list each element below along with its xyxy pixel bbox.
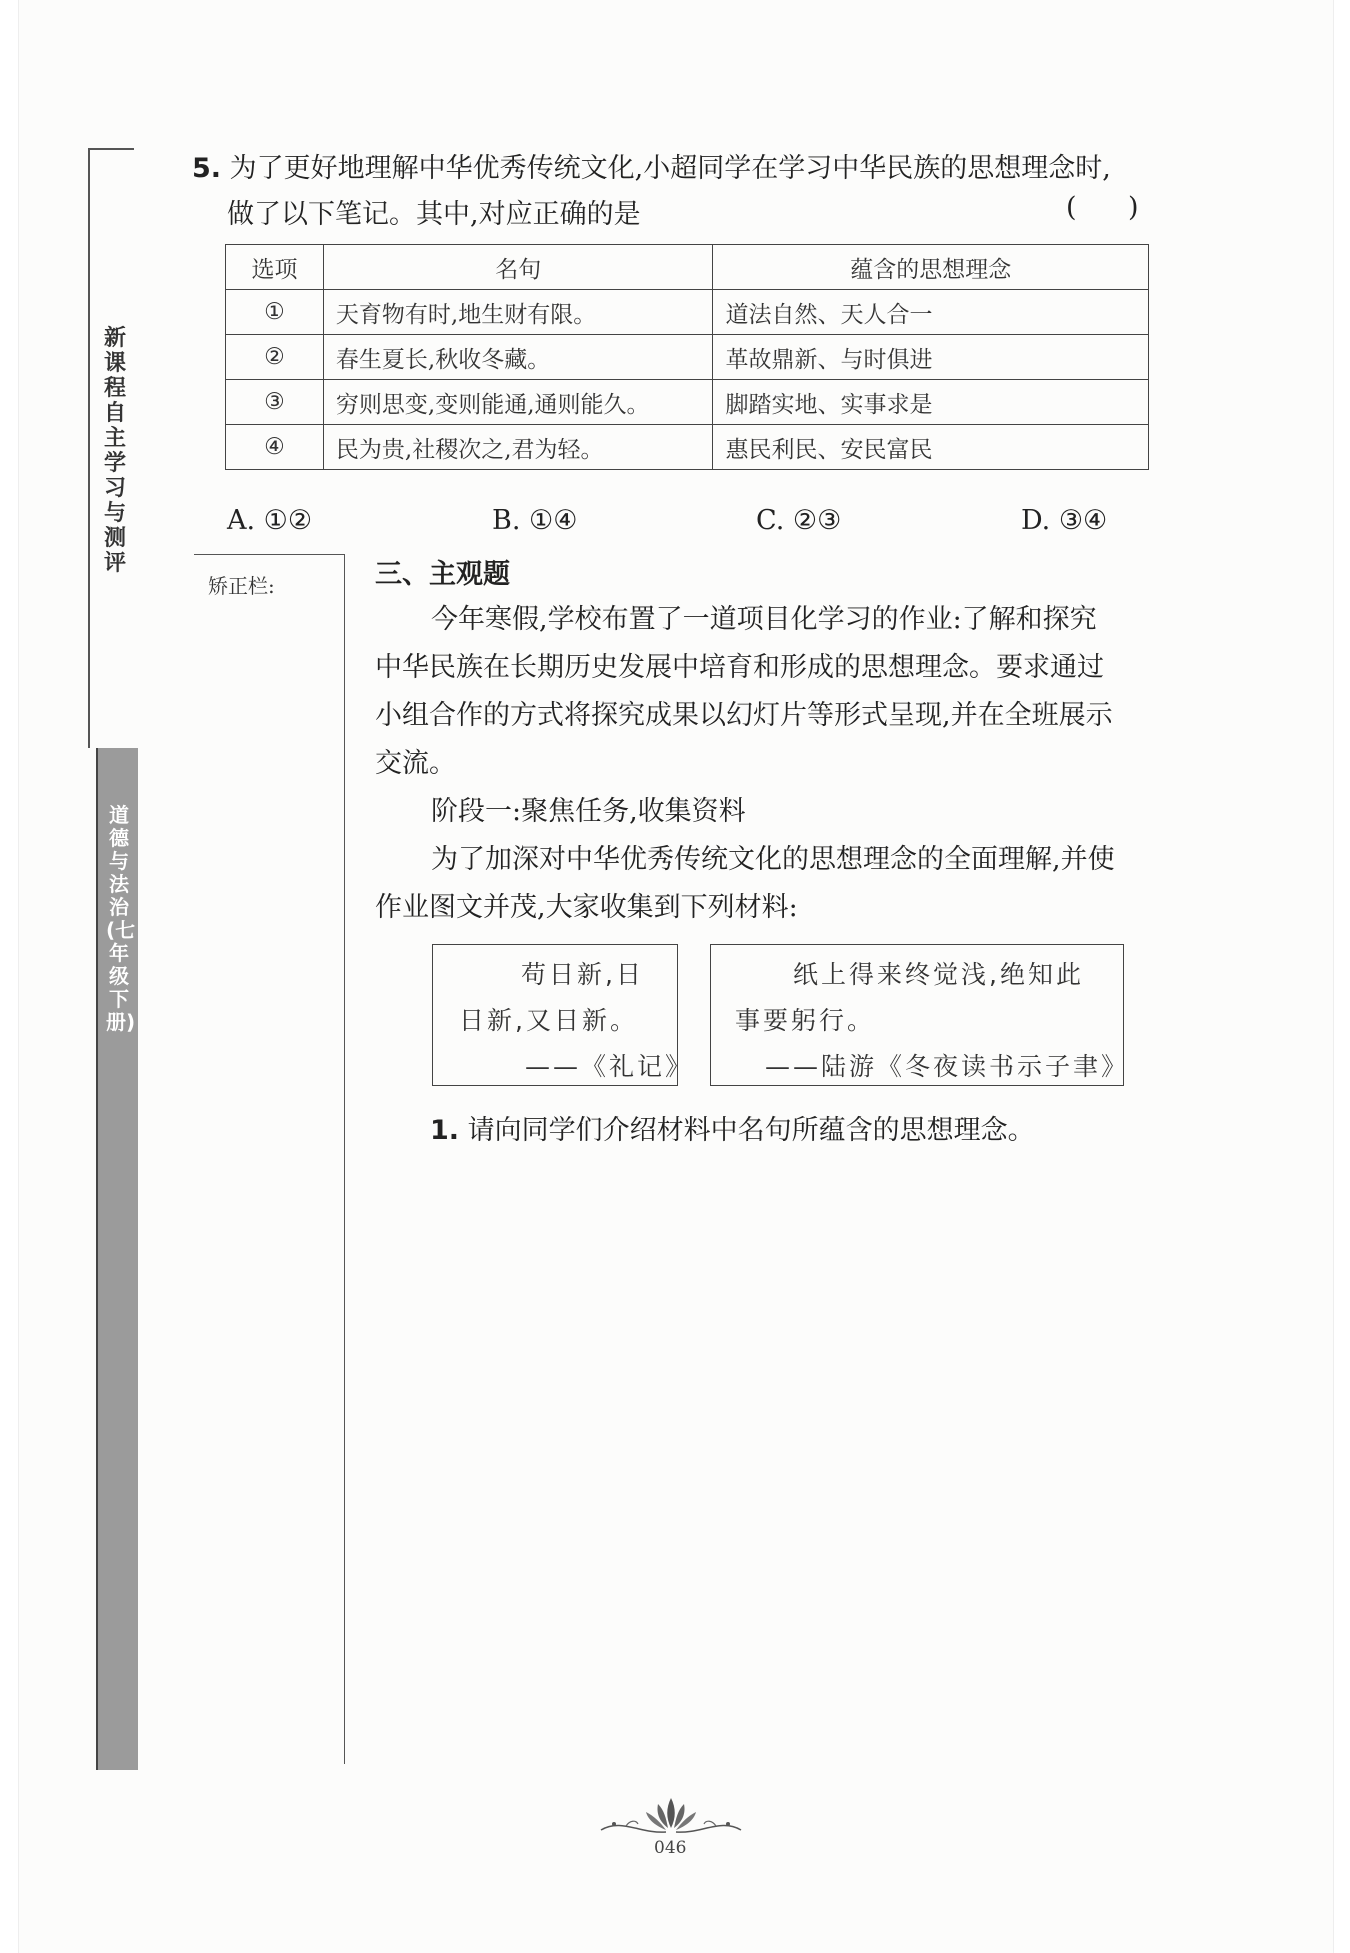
question-5-line-1 (192, 146, 1111, 185)
answer-bracket: ( ) (1066, 192, 1139, 223)
material-2-line-2: 事要躬行。 (735, 1006, 876, 1035)
table-cell-option: ② (226, 335, 324, 380)
question-5-text-2: 做了以下笔记。其中,对应正确的是 (227, 199, 641, 230)
question-5-number: 5. (192, 153, 222, 184)
table-cell-concept: 道法自然、天人合一 (713, 290, 1149, 335)
table-cell-option: ① (226, 290, 324, 335)
stage-1-paragraph (375, 836, 1155, 932)
table-row (226, 380, 1149, 425)
table-cell-concept: 革故鼎新、与时俱进 (713, 335, 1149, 380)
sub-question-text: 请向同学们介绍材料中名句所蕴含的思想理念。 (467, 1115, 1035, 1146)
stage-1-heading: 阶段一:聚焦任务,收集资料 (431, 796, 746, 827)
sub-question-number: 1. (430, 1115, 460, 1146)
choice-d: D. ③④ (1021, 505, 1108, 536)
stage-1-line: 作业图文并茂,大家收集到下列材料: (375, 892, 798, 923)
page-number: 046 (654, 1838, 687, 1858)
sidebar-top-label: 新课程自主学习与测评 (103, 326, 126, 576)
intro-line: 交流。 (375, 748, 456, 779)
table-header: 名句 (323, 245, 713, 290)
table-cell-quote: 穷则思变,变则能通,通则能久。 (323, 380, 713, 425)
table-cell-concept: 惠民利民、安民富民 (713, 425, 1149, 470)
sidebar-bottom-label: 道德与法治(七年级下册) (106, 803, 136, 1034)
choice-c: C. ②③ (756, 505, 842, 536)
correction-column-top-border (194, 554, 344, 555)
footer-ornament-icon (596, 1790, 746, 1838)
material-1-source: ——《礼记》 (525, 1052, 694, 1081)
choice-a: A. ①② (227, 505, 313, 536)
intro-line: 中华民族在长期历史发展中培育和形成的思想理念。要求通过 (375, 652, 1104, 683)
notes-table (225, 244, 1149, 470)
table-cell-option: ③ (226, 380, 324, 425)
stage-1-line: 为了加深对中华优秀传统文化的思想理念的全面理解,并使 (431, 844, 1115, 875)
section-title: 三、主观题 (375, 559, 510, 590)
table-row (226, 290, 1149, 335)
material-box-1 (432, 944, 694, 1086)
table-cell-quote: 春生夏长,秋收冬藏。 (323, 335, 713, 380)
table-header: 蕴含的思想理念 (713, 245, 1149, 290)
intro-line: 今年寒假,学校布置了一道项目化学习的作业:了解和探究 (431, 604, 1097, 635)
table-cell-option: ④ (226, 425, 324, 470)
correction-label: 矫正栏: (208, 574, 275, 598)
table-cell-concept: 脚踏实地、实事求是 (713, 380, 1149, 425)
material-2-source: ——陆游《冬夜读书示子聿》 (765, 1052, 1130, 1081)
sidebar-tab-top (88, 148, 134, 748)
table-cell-quote: 天育物有时,地生财有限。 (323, 290, 713, 335)
material-box-2 (710, 944, 1130, 1086)
sub-question-1 (430, 1108, 1035, 1147)
table-row (226, 335, 1149, 380)
material-2-line-1: 纸上得来终觉浅,绝知此 (793, 960, 1084, 989)
table-row (226, 425, 1149, 470)
material-1-line-1: 苟日新,日 (521, 960, 644, 989)
question-5-text-1: 为了更好地理解中华优秀传统文化,小超同学在学习中华民族的思想理念时, (229, 153, 1111, 184)
intro-line: 小组合作的方式将探究成果以幻灯片等形式呈现,并在全班展示 (375, 700, 1113, 731)
table-header-row (226, 245, 1149, 290)
sidebar-tab-bottom (96, 748, 138, 1770)
correction-column-right-border (344, 554, 345, 1764)
table-cell-quote: 民为贵,社稷次之,君为轻。 (323, 425, 713, 470)
intro-paragraph (375, 596, 1155, 788)
choice-b: B. ①④ (492, 505, 578, 536)
table-header: 选项 (226, 245, 324, 290)
material-1-line-2: 日新,又日新。 (459, 1006, 638, 1035)
